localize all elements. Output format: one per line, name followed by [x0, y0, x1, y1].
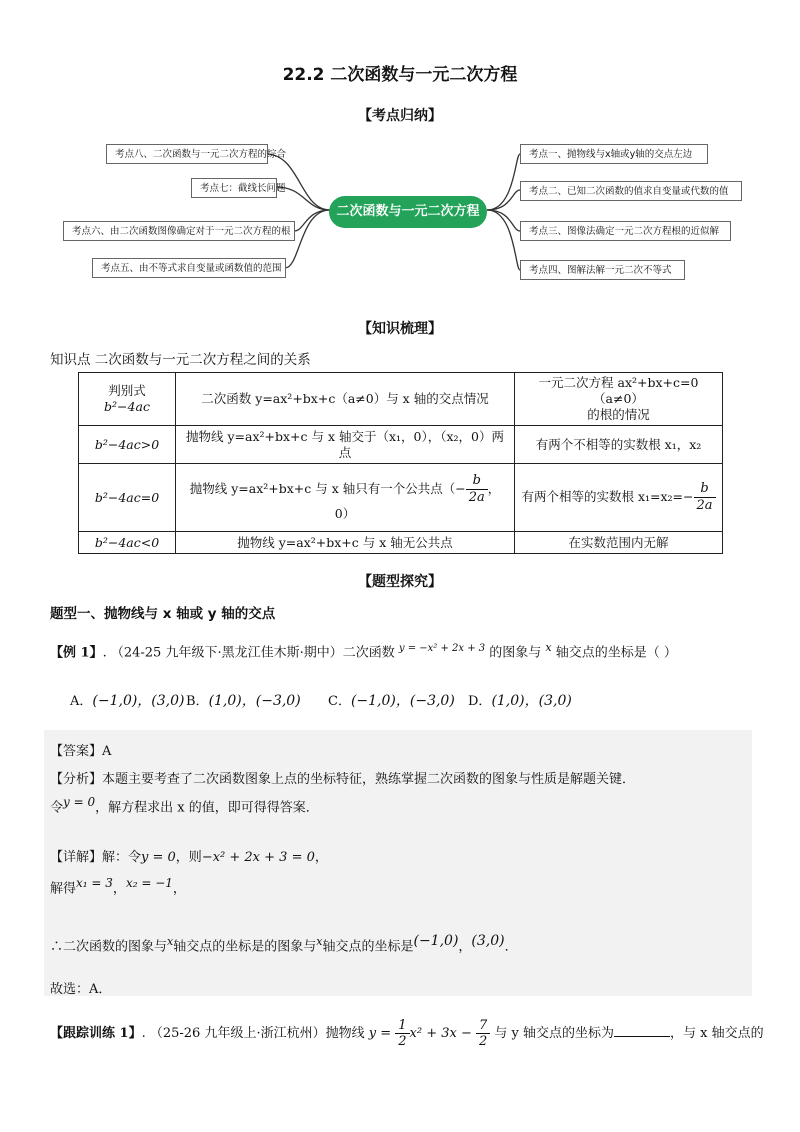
option-b[interactable]: B．(1,0)，(−3,0) — [186, 693, 301, 709]
mindmap-left-item-3: 考点六、由二次函数图像确定对于一元二次方程的根 — [63, 221, 295, 241]
row3-function: 抛物线 y=ax²+bx+c 与 x 轴无公共点 — [176, 532, 515, 554]
row3-equation: 在实数范围内无解 — [515, 532, 723, 554]
analysis-line-2: 令y = 0，解方程求出 x 的值，即可得得答案． — [50, 795, 319, 816]
row1-discriminant: b²−4ac>0 — [79, 426, 176, 464]
table-header-row — [79, 373, 723, 426]
page-title: 22.2 二次函数与一元二次方程 — [282, 65, 518, 85]
knowledge-title: 知识点 二次函数与一元二次方程之间的关系 — [50, 352, 311, 368]
mindmap-right-item-4: 考点四、图解法解一元二次不等式 — [520, 260, 685, 280]
option-a[interactable]: A．(−1,0)，(3,0) — [70, 693, 185, 709]
section-tixing: 【题型探究】 — [358, 574, 442, 590]
mindmap-right-item-1: 考点一、抛物线与x轴或y轴的交点左边 — [520, 144, 708, 164]
header-function: 二次函数 y=ax²+bx+c（a≠0）与 x 轴的交点情况 — [176, 373, 515, 426]
example-function: y = −x² + 2x + 3 — [398, 643, 486, 654]
mindmap-center: 二次函数与一元二次方程 — [329, 196, 487, 228]
solve-line: 解得x₁ = 3，x₂ = −1， — [50, 876, 186, 897]
detail-line: 【详解】解：令y = 0，则−x² + 2x + 3 = 0， — [50, 850, 328, 865]
mindmap-right-item-2: 考点二、已知二次函数的值求自变量或代数的值 — [520, 181, 742, 201]
row3-discriminant: b²−4ac<0 — [79, 532, 176, 554]
analysis-line: 【分析】本题主要考查了二次函数图象上点的坐标特征，熟练掌握二次函数的图象与性质是解题关键． — [50, 772, 636, 787]
answer-line: 【答案】A — [50, 744, 112, 759]
knowledge-table — [78, 372, 723, 554]
option-d[interactable]: D．(1,0)，(3,0) — [468, 693, 572, 709]
row2-equation-fraction: $\frac{b}{2a}$ — [694, 481, 716, 514]
row2-discriminant: b²−4ac=0 — [79, 464, 176, 532]
row2-function-fraction: $\frac{b}{2a}$ — [466, 473, 488, 506]
mindmap-left-item-2: 考点七：截线长问题 — [191, 178, 277, 198]
header-equation: 一元二次方程 ax²+bx+c=0（a≠0） 的根的情况 — [515, 373, 723, 426]
row2-function: 抛物线 y=ax²+bx+c 与 x 轴只有一个公共点（− $\frac{b}{2a}$ ， 0） — [176, 464, 515, 532]
option-c[interactable]: C．(−1,0)，(−3,0) — [328, 693, 455, 709]
track-practice-1: 【跟踪训练 1】. （25-26 九年级上·浙江杭州）抛物线 y = $\frac{1}{2}$ x² + 3x − $\frac{7}{2}$ 与 y 轴交点的坐标为 ，与 x 轴交点的 — [50, 1018, 764, 1049]
row1-function: 抛物线 y=ax²+bx+c 与 x 轴交于（x₁，0），（x₂，0）两点 — [176, 426, 515, 464]
answer-blank[interactable] — [614, 1024, 670, 1037]
table-row — [79, 426, 723, 464]
example-1: 【例 1】. （24-25 九年级下·黑龙江佳木斯·期中）二次函数 $^{y = -x^2 + 2x + 3}$ 的图象与 $^x$ 轴交点的坐标是（ ） — [50, 641, 677, 661]
table-row — [79, 532, 723, 554]
section-kaodian: 【考点归纳】 — [358, 108, 442, 124]
section-zhishi: 【知识梳理】 — [358, 321, 442, 337]
row2-equation: 有两个相等的实数根 x₁=x₂=− $\frac{b}{2a}$ — [515, 464, 723, 532]
mindmap-left-item-1: 考点八、二次函数与一元二次方程的综合 — [106, 144, 268, 164]
type1-heading: 题型一、抛物线与 x 轴或 y 轴的交点 — [50, 606, 276, 622]
header-discriminant: 判别式 b²−4ac — [79, 373, 176, 426]
conclusion-line: ∴二次函数的图象与$^x$轴交点的坐标是的图象与$^x$轴交点的坐标是(−1,0)，(3,0)． — [50, 933, 518, 955]
track-function: y = $\frac{1}{2}$ x² + 3x − $\frac{7}{2}$ — [369, 1018, 491, 1049]
row1-equation: 有两个不相等的实数根 x₁，x₂ — [515, 426, 723, 464]
final-answer: 故选：A． — [50, 982, 112, 997]
mindmap-right-item-3: 考点三、图像法确定一元二次方程根的近似解 — [520, 221, 731, 241]
table-row — [79, 464, 723, 532]
mindmap-left-item-4: 考点五、由不等式求自变量或函数值的范围 — [92, 258, 286, 278]
